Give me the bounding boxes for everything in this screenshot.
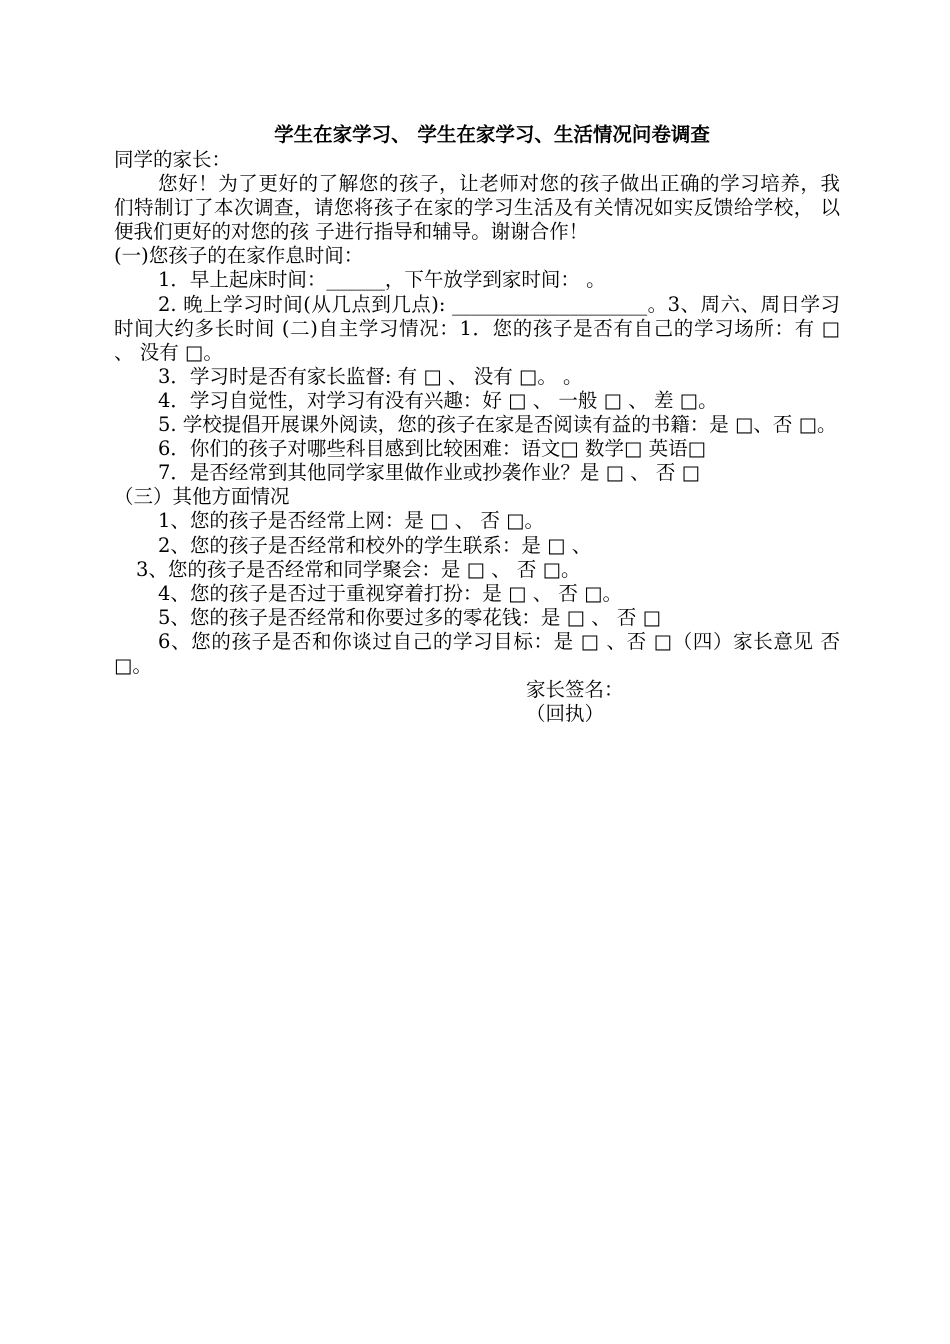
question-1: 1．早上起床时间：______，下午放学到家时间： 。 <box>158 268 606 292</box>
parent-signature-label: 家长签名： <box>526 678 624 702</box>
salutation: 同学的家长： <box>114 148 232 171</box>
document-title: 学生在家学习、 学生在家学习、生活情况问卷调查 <box>274 123 710 146</box>
question-2: 2. 晚上学习时间(从几点到几点): ____________________。3、周六、周日学习时间大约多长时间 (二)自主学习情况：1．您的孩子是否有自己的学习场所：有 □ 、 没有 □。 <box>114 292 840 364</box>
other-question-4: 4、您的孩子是否过于重视穿着打扮：是 □ 、 否 □。 <box>158 581 623 605</box>
other-question-6: 6、您的孩子是否和你谈过自己的学习目标：是 □ 、否 □（四）家长意见 否 □。 <box>114 629 840 677</box>
question-3: 3．学习时是否有家长监督: 有 □ 、 没有 □。 。 <box>158 364 583 388</box>
other-question-5: 5、您的孩子是否经常和你要过多的零花钱：是 □ 、 否 □ <box>158 605 662 629</box>
question-4: 4．学习自觉性，对学习有没有兴趣：好 □ 、 一般 □ 、 差 □。 <box>158 388 718 412</box>
question-7: 7．是否经常到其他同学家里做作业或抄袭作业？是 □ 、 否 □ <box>158 461 701 485</box>
section-3-heading: （三）其他方面情况 <box>114 485 290 509</box>
question-5: 5. 学校提倡开展课外阅读，您的孩子在家是否阅读有益的书籍：是 □、否 □。 <box>158 413 837 437</box>
questionnaire-page <box>114 122 840 726</box>
other-question-2: 2、您的孩子是否经常和校外的学生联系：是 □ 、 <box>158 533 592 557</box>
other-question-3: 3、您的孩子是否经常和同学聚会：是 □ 、 否 □。 <box>136 557 581 581</box>
intro-paragraph: 您好！为了更好的了解您的孩子，让老师对您的孩子做出正确的学习培养，我们特制订了本次调查，请您将孩子在家的学习生活及有关情况如实反馈给学校， 以便我们更好的对您的孩 子进行指导和辅导。谢谢合作！ <box>114 172 840 244</box>
question-6: 6．你们的孩子对哪些科目感到比较困难：语文□ 数学□ 英语□ <box>158 437 707 461</box>
section-1-heading: (一)您孩子的在家作息时间： <box>114 244 364 268</box>
receipt-label: （回执） <box>526 702 605 726</box>
other-question-1: 1、您的孩子是否经常上网：是 □ 、 否 □。 <box>158 509 545 533</box>
